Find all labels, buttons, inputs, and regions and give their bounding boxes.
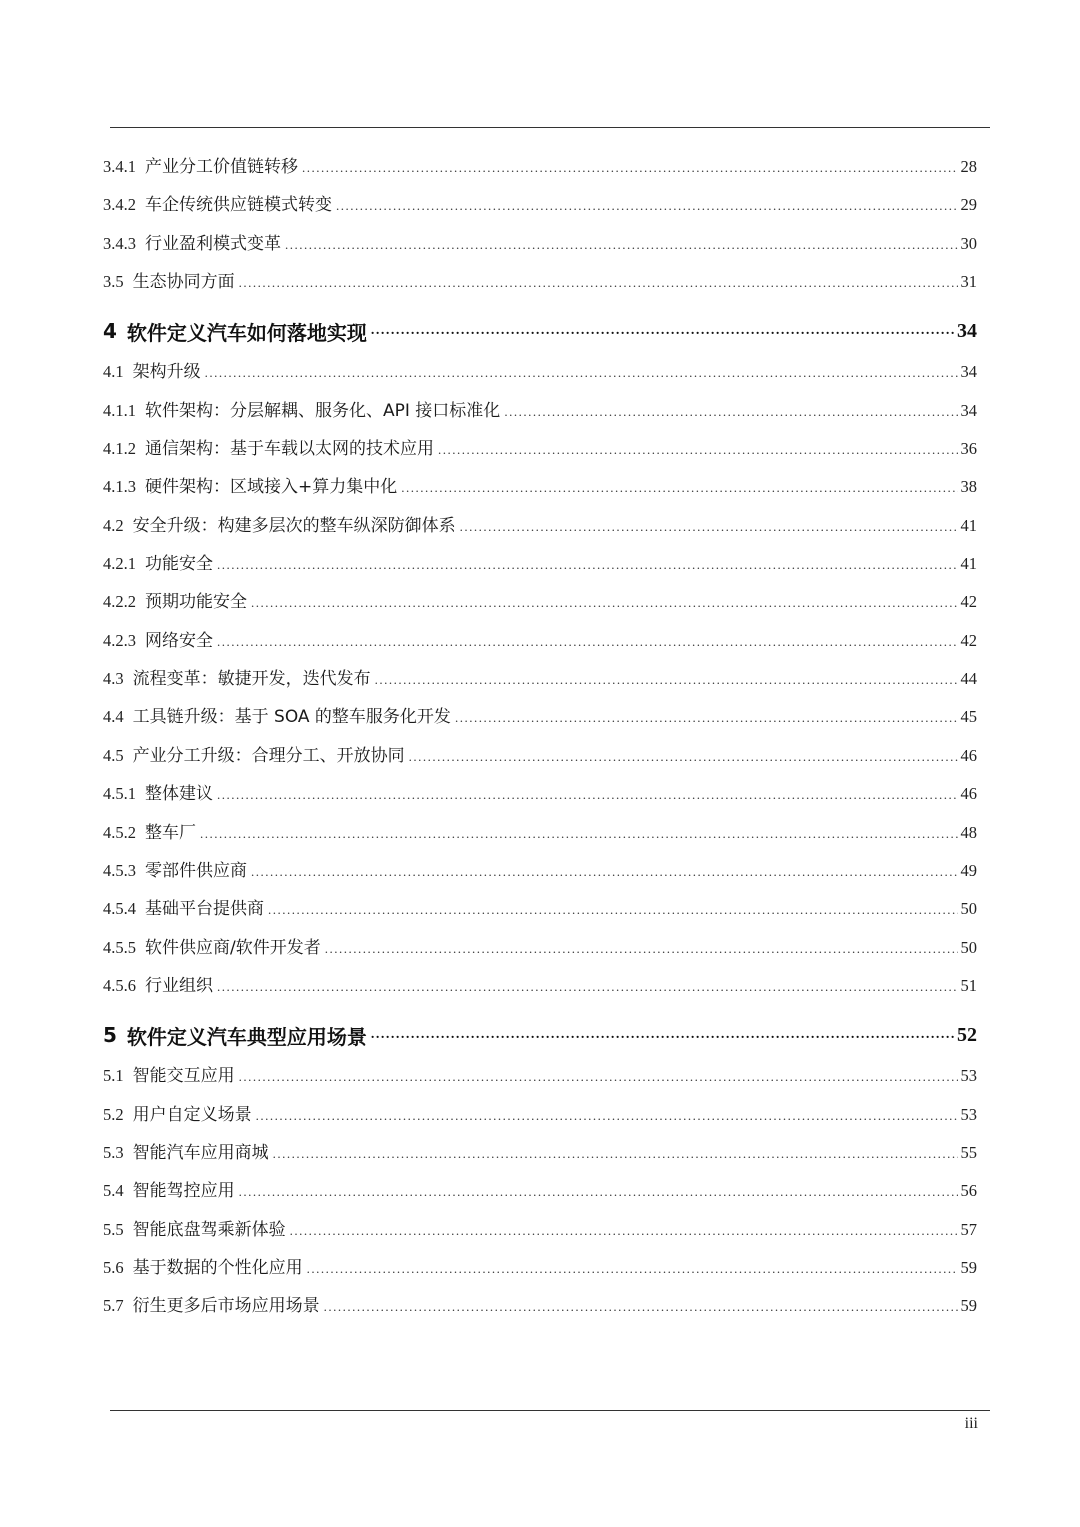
toc-entry-page: 59 xyxy=(960,1296,977,1316)
toc-dot-leader xyxy=(217,634,958,650)
toc-entry-page: 42 xyxy=(960,630,977,650)
toc-entry-number: 5.6 xyxy=(103,1257,124,1277)
toc-entry-title: 智能交互应用 xyxy=(132,1066,235,1087)
toc-entry[interactable] xyxy=(103,267,977,305)
toc-dot-leader xyxy=(285,237,958,253)
toc-dot-leader xyxy=(371,323,954,339)
toc-entry[interactable] xyxy=(103,626,977,664)
toc-entry-title: 行业组织 xyxy=(145,975,213,996)
toc-entry-title: 产业分工价值链转移 xyxy=(145,157,298,177)
toc-entry-title: 生态协同方面 xyxy=(132,272,235,293)
toc-entry-number: 3.4.1 xyxy=(103,157,136,176)
toc-entry-title: 车企传统供应链模式转变 xyxy=(145,195,332,216)
toc-entry[interactable] xyxy=(103,664,977,702)
toc-entry-title: 功能安全 xyxy=(145,554,213,575)
toc-dot-leader xyxy=(504,404,957,420)
toc-entry-number: 4.5.5 xyxy=(103,937,136,957)
toc-entry-number: 4.1 xyxy=(103,362,124,382)
toc-entry[interactable] xyxy=(103,357,977,395)
toc-entry-page: 36 xyxy=(960,439,977,459)
toc-entry-number: 4.5.4 xyxy=(103,899,136,919)
toc-chapter-entry[interactable] xyxy=(103,1009,977,1061)
toc-dot-leader xyxy=(239,1184,958,1200)
toc-dot-leader xyxy=(336,198,958,214)
toc-dot-leader xyxy=(251,595,958,611)
page-number: iii xyxy=(964,1415,978,1432)
toc-entry-number: 3.5 xyxy=(103,272,124,292)
toc-entry-page: 44 xyxy=(960,669,977,689)
toc-entry[interactable] xyxy=(103,549,977,587)
toc-dot-leader xyxy=(251,864,958,880)
toc-entry-title: 软件定义汽车典型应用场景 xyxy=(126,1024,367,1049)
toc-entry-title: 智能驾控应用 xyxy=(132,1181,235,1202)
toc-entry-page: 28 xyxy=(960,157,977,176)
toc-entry-title: 产业分工升级：合理分工、开放协同 xyxy=(132,745,405,766)
toc-entry-title: 架构升级 xyxy=(132,362,201,383)
toc-dot-leader xyxy=(273,1146,958,1162)
toc-entry[interactable] xyxy=(103,779,977,817)
toc-entry-number: 3.4.3 xyxy=(103,233,136,253)
toc-entry-number: 5.3 xyxy=(103,1142,124,1162)
toc-entry-page: 34 xyxy=(957,319,977,342)
toc-dot-leader xyxy=(409,749,958,765)
toc-entry-page: 46 xyxy=(960,745,977,765)
toc-entry[interactable] xyxy=(103,971,977,1009)
toc-entry[interactable] xyxy=(103,702,977,740)
toc-entry-title: 软件架构：分层解耦、服务化、API 接口标准化 xyxy=(145,400,501,421)
toc-entry-number: 4.2.1 xyxy=(103,554,136,574)
toc-entry[interactable] xyxy=(103,1176,977,1214)
toc-entry[interactable] xyxy=(103,472,977,510)
toc-entry-title: 用户自定义场景 xyxy=(132,1104,252,1125)
toc-dot-leader xyxy=(375,672,958,688)
toc-entry-title: 行业盈利模式变革 xyxy=(145,233,281,254)
toc-entry-number: 4.1.1 xyxy=(103,400,136,420)
toc-entry-number: 4.4 xyxy=(103,707,124,727)
toc-entry-number: 4.2.3 xyxy=(103,630,136,650)
toc-entry-page: 31 xyxy=(960,272,977,292)
toc-entry-number: 3.4.2 xyxy=(103,195,136,215)
toc-entry-page: 41 xyxy=(960,554,977,574)
toc-dot-leader xyxy=(307,1261,958,1277)
toc-entry-page: 30 xyxy=(960,233,977,253)
toc-dot-leader xyxy=(200,826,958,842)
toc-entry-number: 4.3 xyxy=(103,669,124,689)
toc-entry-number: 4.1.3 xyxy=(103,477,136,497)
toc-entry[interactable] xyxy=(103,229,977,267)
toc-entry-number: 4.1.2 xyxy=(103,439,136,459)
header-rule xyxy=(110,127,990,128)
toc-entry-number: 5 xyxy=(103,1023,117,1048)
toc-entry-title: 衍生更多后市场应用场景 xyxy=(132,1296,320,1317)
toc-entry-title: 整车厂 xyxy=(145,822,196,843)
toc-entry-page: 49 xyxy=(960,860,977,880)
toc-chapter-entry[interactable] xyxy=(103,305,977,357)
toc-entry[interactable] xyxy=(103,741,977,779)
toc-dot-leader xyxy=(290,1223,958,1239)
toc-entry-page: 38 xyxy=(960,477,977,497)
toc-dot-leader xyxy=(460,519,958,535)
toc-dot-leader xyxy=(239,275,958,291)
toc-entry-page: 42 xyxy=(960,592,977,612)
toc-entry-page: 29 xyxy=(960,195,977,215)
footer-rule xyxy=(110,1410,990,1411)
toc-entry[interactable] xyxy=(103,818,977,856)
toc-entry-title: 网络安全 xyxy=(145,630,213,651)
toc-entry[interactable] xyxy=(103,1291,977,1329)
toc-entry-page: 46 xyxy=(960,784,977,804)
toc-entry-page: 55 xyxy=(960,1142,977,1162)
toc-entry-page: 51 xyxy=(960,975,977,995)
toc-entry-page: 57 xyxy=(960,1219,977,1239)
toc-dot-leader xyxy=(205,365,958,381)
toc-entry[interactable] xyxy=(103,1100,977,1138)
toc-dot-leader xyxy=(324,1299,958,1315)
toc-entry-page: 48 xyxy=(960,822,977,842)
toc-entry-page: 34 xyxy=(960,400,977,420)
toc-dot-leader xyxy=(438,442,958,458)
toc-entry-number: 4.5.2 xyxy=(103,822,136,842)
toc-dot-leader xyxy=(455,710,958,726)
toc-entry-title: 基于数据的个性化应用 xyxy=(132,1257,303,1278)
toc-entry-title: 软件定义汽车如何落地实现 xyxy=(126,320,367,345)
toc-entry[interactable] xyxy=(103,434,977,472)
toc-entry-number: 4 xyxy=(103,319,117,344)
toc-entry-number: 4.2 xyxy=(103,515,124,535)
toc-entry[interactable] xyxy=(103,1061,977,1099)
toc-entry[interactable] xyxy=(103,511,977,549)
toc-entry-title: 通信架构：基于车载以太网的技术应用 xyxy=(145,439,434,460)
toc-dot-leader xyxy=(371,1027,954,1043)
toc-entry[interactable] xyxy=(103,856,977,894)
toc-entry-page: 53 xyxy=(960,1066,977,1086)
toc-entry[interactable] xyxy=(103,1253,977,1291)
toc-entry-page: 50 xyxy=(960,937,977,957)
toc-entry-title: 智能底盘驾乘新体验 xyxy=(132,1219,286,1240)
toc-entry-title: 工具链升级：基于 SOA 的整车服务化开发 xyxy=(132,707,451,728)
toc-entry-number: 5.5 xyxy=(103,1219,124,1239)
toc-dot-leader xyxy=(239,1069,958,1085)
toc-entry-title: 软件供应商/软件开发者 xyxy=(145,937,321,958)
toc-dot-leader xyxy=(302,160,958,176)
toc-entry-number: 4.5.3 xyxy=(103,860,136,880)
toc-dot-leader xyxy=(268,902,958,918)
toc-entry[interactable] xyxy=(103,152,977,190)
toc-entry-title: 整体建议 xyxy=(145,784,213,805)
toc-entry-number: 5.7 xyxy=(103,1296,124,1316)
toc-entry-page: 59 xyxy=(960,1257,977,1277)
toc-entry-number: 5.1 xyxy=(103,1066,124,1086)
toc-entry-number: 4.5.1 xyxy=(103,784,136,804)
toc-entry[interactable] xyxy=(103,1138,977,1176)
toc-entry-number: 5.2 xyxy=(103,1104,124,1124)
table-of-contents xyxy=(103,152,977,1330)
toc-entry-title: 安全升级：构建多层次的整车纵深防御体系 xyxy=(132,515,456,536)
toc-dot-leader xyxy=(401,480,957,496)
toc-entry-page: 50 xyxy=(960,899,977,919)
toc-entry[interactable] xyxy=(103,933,977,971)
toc-dot-leader xyxy=(325,941,958,957)
toc-entry-title: 基础平台提供商 xyxy=(145,899,264,920)
toc-entry-page: 45 xyxy=(960,707,977,727)
toc-entry-page: 52 xyxy=(957,1023,977,1046)
toc-entry[interactable] xyxy=(103,396,977,434)
toc-dot-leader xyxy=(217,787,958,803)
toc-entry-page: 56 xyxy=(960,1181,977,1201)
toc-entry[interactable] xyxy=(103,1215,977,1253)
toc-dot-leader xyxy=(217,557,958,573)
toc-entry[interactable] xyxy=(103,190,977,228)
toc-dot-leader xyxy=(217,979,958,995)
toc-entry-title: 流程变革：敏捷开发，迭代发布 xyxy=(132,669,371,690)
toc-entry-number: 4.5 xyxy=(103,745,124,765)
toc-entry-number: 4.2.2 xyxy=(103,592,136,612)
toc-entry-title: 零部件供应商 xyxy=(145,860,247,881)
toc-entry[interactable] xyxy=(103,587,977,625)
toc-entry-title: 智能汽车应用商城 xyxy=(132,1142,269,1163)
toc-entry-number: 5.4 xyxy=(103,1181,124,1201)
toc-entry-page: 53 xyxy=(960,1104,977,1124)
toc-entry-title: 硬件架构：区域接入+算力集中化 xyxy=(145,477,398,498)
toc-entry-page: 41 xyxy=(960,515,977,535)
toc-entry[interactable] xyxy=(103,894,977,932)
toc-entry-title: 预期功能安全 xyxy=(145,592,247,613)
toc-entry-page: 34 xyxy=(960,362,977,382)
toc-dot-leader xyxy=(256,1108,958,1124)
toc-entry-number: 4.5.6 xyxy=(103,975,136,995)
